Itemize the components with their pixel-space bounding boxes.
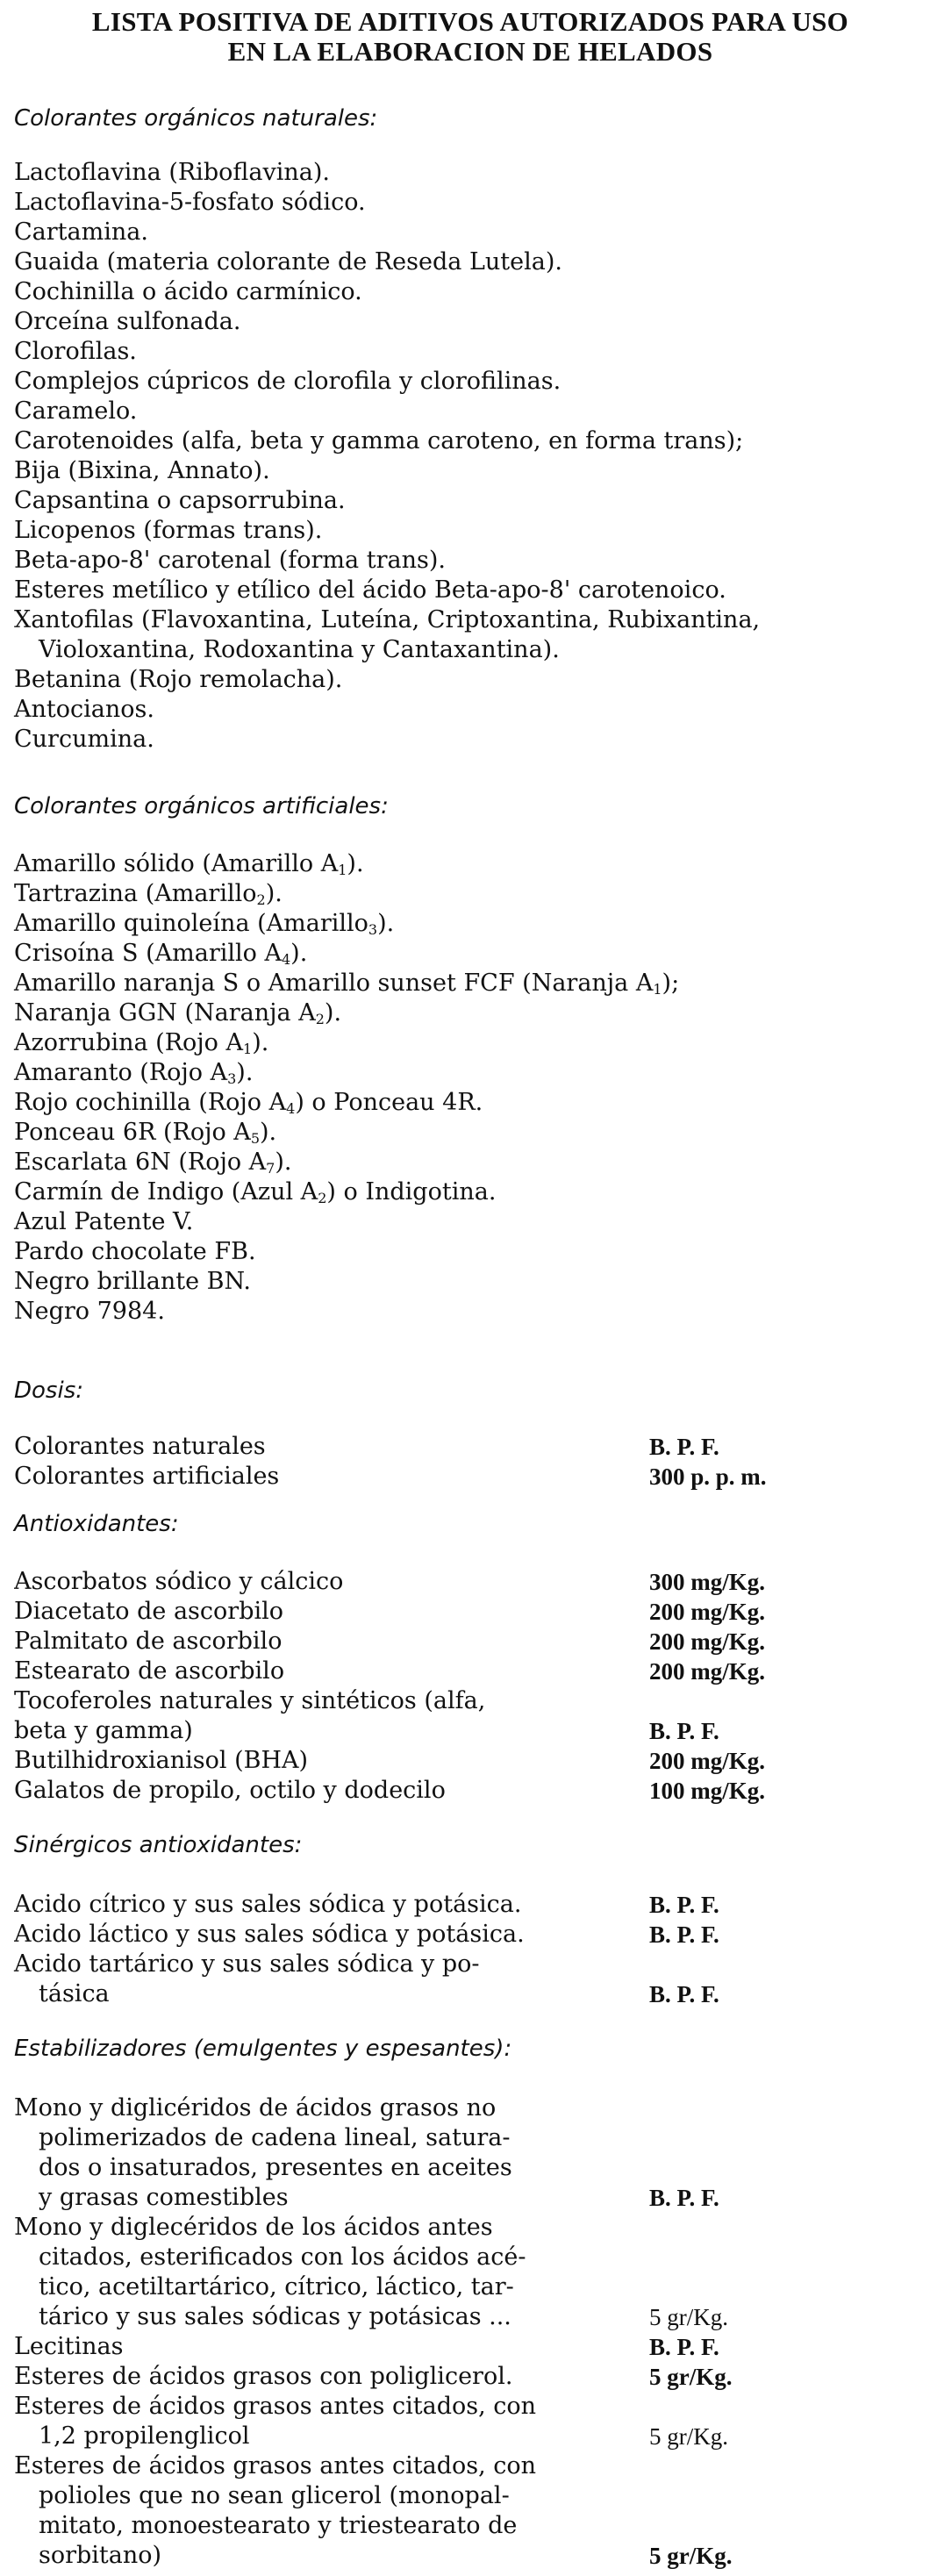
antiox-label: Estearato de ascorbilo — [14, 1657, 290, 1685]
mono1-lead: dos o insaturados, presentes en aceites — [39, 2154, 512, 2181]
artificiales-item-subscript: 2 — [315, 1011, 325, 1027]
artificiales-item — [14, 1088, 483, 1118]
artificiales-item-end: ). — [265, 880, 283, 907]
sinergicos-value: B. P. F. — [649, 1921, 719, 1948]
artificiales-item — [14, 1148, 291, 1177]
estab-label: 1,2 propilenglicol — [14, 2422, 254, 2450]
propilenglicol-lead: Esteres de ácidos grasos antes citados, con — [14, 2393, 537, 2420]
heading-artificiales: Colorantes orgánicos artificiales: — [14, 793, 389, 819]
document-title — [14, 7, 926, 67]
artificiales-item-subscript: 5 — [250, 1130, 260, 1147]
artificiales-item — [14, 1028, 268, 1058]
artificiales-item — [14, 1118, 276, 1148]
artificiales-item — [14, 969, 679, 998]
dosis-label: Colorantes naturales — [14, 1433, 271, 1460]
artificiales-item-text: Azul Patente V. — [14, 1208, 194, 1235]
heading-estabilizadores: Estabilizadores (emulgentes y espesantes): — [14, 2036, 512, 2062]
estab-label: tárico y sus sales sódicas y potásicas ... — [14, 2303, 517, 2330]
naturales-item: Beta-apo-8' carotenal (forma trans). — [14, 547, 446, 574]
dosis-value: 300 p. p. m. — [649, 1463, 767, 1490]
artificiales-item — [14, 939, 307, 969]
estab-value: 5 gr/Kg. — [649, 2364, 733, 2390]
naturales-item: Antocianos. — [14, 696, 154, 723]
polioles-lead: polioles que no sean glicerol (monopal- — [39, 2482, 510, 2509]
artificiales-item-subscript: 1 — [653, 981, 662, 998]
naturales-item: Betanina (Rojo remolacha). — [14, 666, 343, 693]
naturales-item: Orceína sulfonada. — [14, 308, 241, 335]
dosis-label: Colorantes artificiales — [14, 1463, 284, 1490]
artificiales-item-text: Crisoína S (Amarillo A — [14, 940, 282, 967]
artificiales-item-end: ). — [252, 1029, 269, 1056]
artificiales-item-end: ). — [260, 1119, 277, 1146]
antiox-label: Diacetato de ascorbilo — [14, 1598, 289, 1625]
artificiales-item — [14, 1058, 253, 1088]
artificiales-item-text: Amarillo quinoleína (Amarillo — [14, 910, 368, 937]
antiox-value: 100 mg/Kg. — [649, 1778, 765, 1804]
estab-label: y grasas comestibles — [14, 2184, 294, 2211]
estab-label: Lecitinas — [14, 2333, 129, 2360]
artificiales-item — [14, 849, 364, 879]
antiox-value: 300 mg/Kg. — [649, 1569, 765, 1595]
naturales-item: Capsantina o capsorrubina. — [14, 487, 346, 514]
estab-value: B. P. F. — [649, 2334, 719, 2360]
naturales-item: Caramelo. — [14, 397, 138, 425]
estab-value: B. P. F. — [649, 2185, 719, 2211]
artificiales-item — [14, 998, 341, 1028]
artificiales-item — [14, 879, 283, 909]
antiox-label: beta y gamma) — [14, 1717, 198, 1744]
antiox-value: 200 mg/Kg. — [649, 1628, 765, 1655]
artificiales-item-subscript: 1 — [338, 862, 347, 878]
artificiales-item-text: Rojo cochinilla (Rojo A — [14, 1089, 287, 1116]
mono1-lead: Mono y diglicéridos de ácidos grasos no — [14, 2094, 497, 2122]
heading-dosis: Dosis: — [14, 1377, 84, 1404]
sinergicos-label: Acido cítrico y sus sales sódica y potásica. — [14, 1891, 526, 1918]
antiox-value: B. P. F. — [649, 1718, 719, 1744]
artificiales-item — [14, 1177, 496, 1207]
naturales-item: Xantofilas (Flavoxantina, Luteína, Criptoxantina, Rubixantina, — [14, 606, 761, 633]
artificiales-item-text: Negro brillante BN. — [14, 1268, 251, 1295]
artificiales-item-subscript: 2 — [318, 1190, 327, 1206]
heading-antioxidantes: Antioxidantes: — [14, 1511, 179, 1537]
naturales-item: Clorofilas. — [14, 338, 137, 365]
naturales-item: Lactoflavina-5-fosfato sódico. — [14, 189, 366, 216]
polioles-lead: Esteres de ácidos grasos antes citados, con — [14, 2452, 537, 2479]
artificiales-item-end: ). — [377, 910, 395, 937]
artificiales-item-subscript: 4 — [281, 951, 291, 968]
naturales-item: Carotenoides (alfa, beta y gamma caroteno, en forma trans); — [14, 427, 744, 454]
artificiales-item-text: Carmín de Indigo (Azul A — [14, 1178, 318, 1206]
artificiales-item-text: Escarlata 6N (Rojo A — [14, 1148, 267, 1176]
artificiales-item-end: ). — [324, 999, 342, 1027]
artificiales-item — [14, 909, 394, 939]
artificiales-item-text: Azorrubina (Rojo A — [14, 1029, 243, 1056]
tocoferoles-lead: Tocoferoles naturales y sintéticos (alfa, — [14, 1687, 486, 1714]
antiox-value: 200 mg/Kg. — [649, 1748, 765, 1774]
mono2-lead: tico, acetiltartárico, cítrico, láctico, tar- — [39, 2273, 514, 2301]
estab-value: 5 gr/Kg. — [649, 2423, 728, 2450]
dosis-value: B. P. F. — [649, 1434, 719, 1460]
mono2-lead: Mono y diglecéridos de los ácidos antes — [14, 2214, 493, 2241]
artificiales-item-subscript: 4 — [286, 1100, 296, 1117]
artificiales-item-text: Ponceau 6R (Rojo A — [14, 1119, 251, 1146]
artificiales-item-subscript: 1 — [243, 1041, 253, 1057]
artificiales-item-subscript: 3 — [227, 1070, 237, 1087]
estab-label: sorbitano) — [14, 2542, 167, 2569]
artificiales-item — [14, 1207, 193, 1237]
mono1-lead: polimerizados de cadena lineal, satura- — [39, 2124, 511, 2151]
naturales-item: Esteres metílico y etílico del ácido Beta-apo-8' carotenoico. — [14, 576, 726, 604]
artificiales-item-end: ) o Indigotina. — [326, 1178, 497, 1206]
naturales-item: Complejos cúpricos de clorofila y clorofilinas. — [14, 368, 561, 395]
artificiales-item-end: ). — [236, 1059, 254, 1086]
tartarico-lead: Acido tartárico y sus sales sódica y po- — [14, 1950, 480, 1978]
antiox-label: Butilhidroxianisol (BHA) — [14, 1747, 313, 1774]
artificiales-item — [14, 1237, 256, 1267]
antiox-label: Galatos de propilo, octilo y dodecilo — [14, 1777, 451, 1804]
artificiales-item — [14, 1267, 251, 1297]
artificiales-item-text: Negro 7984. — [14, 1298, 165, 1325]
artificiales-item-text: Amarillo naranja S o Amarillo sunset FCF (Naranja A — [14, 970, 654, 997]
artificiales-item-end: ) o Ponceau 4R. — [295, 1089, 483, 1116]
artificiales-item-end: ). — [275, 1148, 292, 1176]
artificiales-item-end: ); — [662, 970, 680, 997]
artificiales-item-subscript: 3 — [368, 921, 378, 938]
artificiales-item-subscript: 2 — [256, 891, 266, 908]
artificiales-item-end: ). — [347, 850, 364, 877]
naturales-item: Cochinilla o ácido carmínico. — [14, 278, 362, 305]
heading-sinergicos: Sinérgicos antioxidantes: — [14, 1832, 303, 1858]
antiox-label: Palmitato de ascorbilo — [14, 1628, 287, 1655]
artificiales-item-text: Pardo chocolate FB. — [14, 1238, 256, 1265]
sinergicos-label: tásica — [14, 1980, 115, 2007]
sinergicos-value: B. P. F. — [649, 1981, 719, 2007]
artificiales-item-end: ). — [290, 940, 308, 967]
artificiales-item — [14, 1297, 165, 1327]
naturales-item: Cartamina. — [14, 218, 148, 246]
mono2-lead: citados, esterificados con los ácidos acé- — [39, 2243, 526, 2271]
antiox-label: Ascorbatos sódico y cálcico — [14, 1568, 348, 1595]
antiox-value: 200 mg/Kg. — [649, 1599, 765, 1625]
polioles-lead: mitato, monoestearato y triestearato de — [39, 2512, 518, 2539]
estab-label: Esteres de ácidos grasos con poliglicerol. — [14, 2363, 518, 2390]
artificiales-item-text: Amaranto (Rojo A — [14, 1059, 228, 1086]
naturales-item: Licopenos (formas trans). — [14, 517, 323, 544]
sinergicos-label: Acido láctico y sus sales sódica y potásica. — [14, 1921, 530, 1948]
artificiales-item-text: Tartrazina (Amarillo — [14, 880, 257, 907]
sinergicos-value: B. P. F. — [649, 1892, 719, 1918]
heading-naturales: Colorantes orgánicos naturales: — [14, 105, 378, 132]
title-line-1: LISTA POSITIVA DE ADITIVOS AUTORIZADOS PARA USO — [91, 6, 849, 37]
artificiales-item-text: Amarillo sólido (Amarillo A — [14, 850, 339, 877]
naturales-item: Guaida (materia colorante de Reseda Lutela). — [14, 248, 562, 275]
title-line-2: EN LA ELABORACION DE HELADOS — [227, 36, 713, 67]
naturales-item: Violoxantina, Rodoxantina y Cantaxantina). — [39, 636, 560, 663]
antiox-value: 200 mg/Kg. — [649, 1658, 765, 1685]
naturales-item: Curcumina. — [14, 726, 154, 753]
naturales-item: Lactoflavina (Riboflavina). — [14, 159, 330, 186]
estab-value: 5 gr/Kg. — [649, 2304, 728, 2330]
artificiales-item-subscript: 7 — [266, 1160, 275, 1177]
naturales-item: Bija (Bixina, Annato). — [14, 457, 270, 484]
artificiales-item-text: Naranja GGN (Naranja A — [14, 999, 316, 1027]
estab-value: 5 gr/Kg. — [649, 2543, 733, 2569]
